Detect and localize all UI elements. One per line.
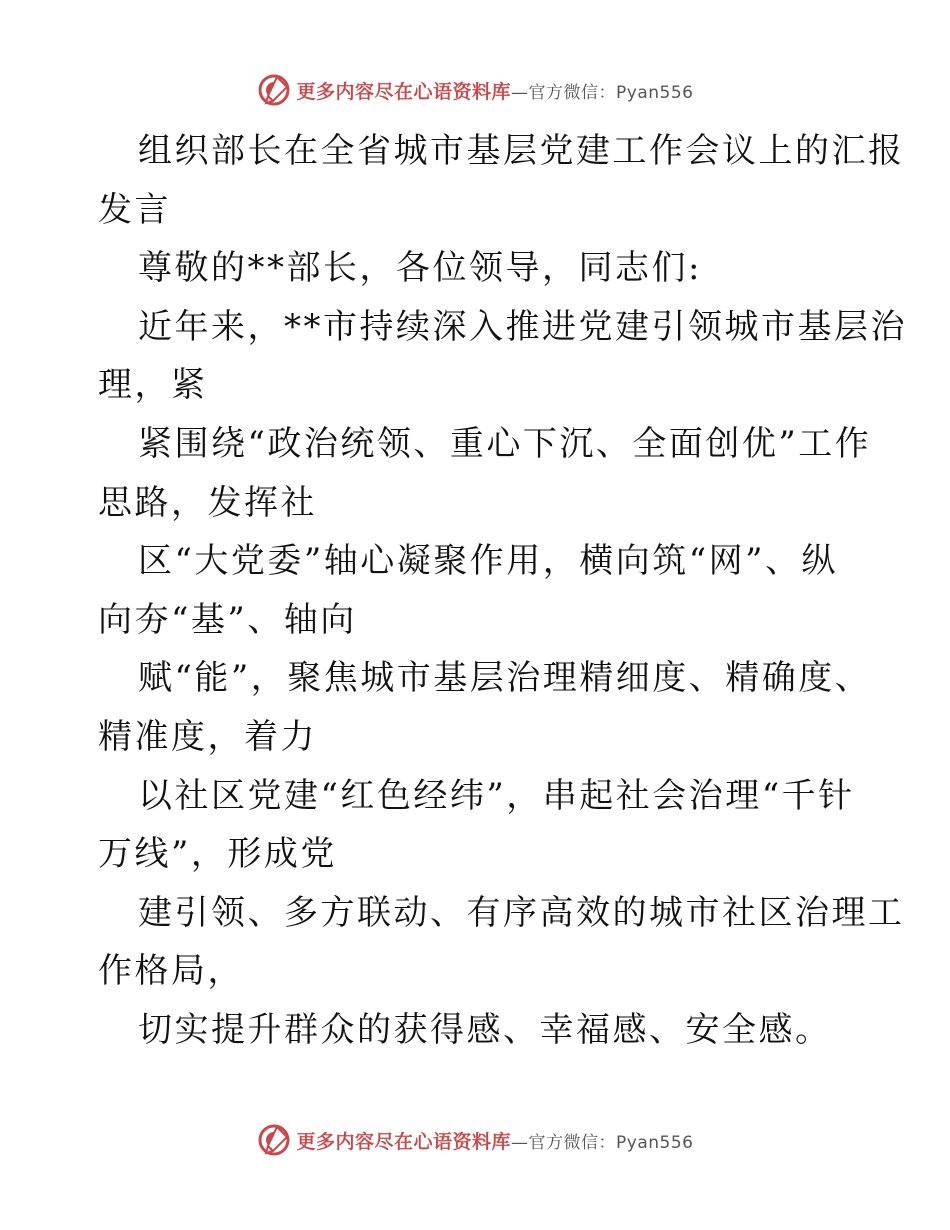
- pen-logo-icon: [257, 73, 291, 107]
- banner-text: [297, 77, 694, 104]
- document-body: [98, 122, 907, 1060]
- paragraph-line: 万线”，形成党: [98, 834, 337, 875]
- banner-text-red: 更多内容尽在心语资料库: [296, 1130, 512, 1153]
- banner-text: [297, 1127, 694, 1154]
- pen-logo-icon: [257, 1123, 291, 1157]
- salutation: 尊敬的**部长，各位领导，同志们:: [138, 248, 702, 289]
- header-banner: [0, 70, 950, 110]
- title-line-1: 组织部长在全省城市基层党建工作会议上的汇报: [138, 131, 905, 171]
- paragraph-line: 作格局，: [98, 951, 244, 992]
- paragraph-line: 向夯“基”、轴向: [98, 599, 357, 640]
- banner-text-red: 更多内容尽在心语资料库: [296, 80, 512, 103]
- paragraph-line: 区“大党委”轴心凝聚作用，横向筑“网”、纵: [138, 541, 839, 582]
- paragraph-line: 以社区党建“红色经纬”，串起社会治理“千针: [138, 775, 855, 816]
- footer-banner: [0, 1120, 950, 1160]
- banner-text-grey: —官方微信：Pyan556: [511, 82, 694, 103]
- paragraph-line: 理，紧: [98, 365, 208, 406]
- banner-text-grey: —官方微信：Pyan556: [511, 1132, 694, 1153]
- title-line-2: 发言: [98, 189, 171, 230]
- paragraph-line: 紧围绕“政治统领、重心下沉、全面创优”工作: [138, 423, 872, 464]
- paragraph-line: 切实提升群众的获得感、幸福感、安全感。: [138, 1009, 832, 1050]
- paragraph-line: 建引领、多方联动、有序高效的城市社区治理工: [138, 892, 905, 933]
- paragraph-line: 近年来，**市持续深入推进党建引领城市基层治: [138, 306, 907, 347]
- paragraph-line: 赋“能”，聚焦城市基层治理精细度、精确度、: [138, 658, 872, 699]
- paragraph-line: 思路，发挥社: [98, 482, 317, 523]
- paragraph-line: 精准度，着力: [98, 716, 317, 757]
